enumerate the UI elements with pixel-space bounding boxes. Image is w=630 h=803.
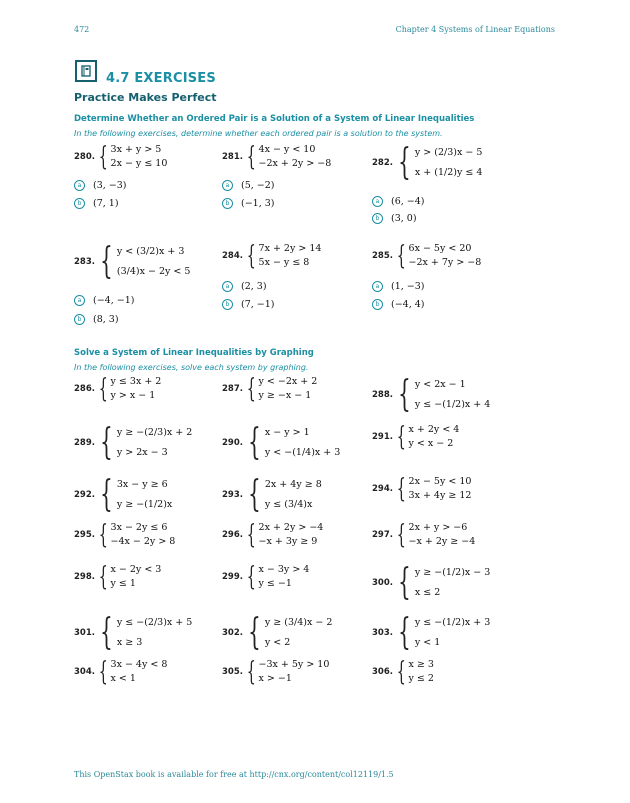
option-letter-icon: b <box>74 198 85 209</box>
system-brace: { <box>248 474 261 515</box>
option-letter-icon: a <box>222 281 233 292</box>
exercise-305 <box>222 658 329 686</box>
option-letter-icon: b <box>222 299 233 310</box>
inequality: 4x − y < 10 <box>258 144 316 155</box>
system-brace: { <box>396 520 406 550</box>
inequality: y < x − 2 <box>408 438 454 449</box>
answer-option <box>222 299 275 310</box>
system-brace: { <box>246 142 256 172</box>
section-title: 4.7 EXERCISES <box>106 71 216 86</box>
system-brace: { <box>398 562 411 603</box>
inequality: x + (1/2)y ≤ 4 <box>414 167 483 178</box>
system-brace: { <box>100 474 113 515</box>
exercise-285 <box>372 242 481 270</box>
exercise-302 <box>222 613 332 653</box>
inequality: y > (2/3)x − 5 <box>414 147 483 158</box>
exercise-number: 281. <box>222 152 243 162</box>
exercise-290 <box>222 423 340 463</box>
inequality: y ≤ −1 <box>258 578 292 589</box>
page-footer: This OpenStax book is available for free at http://cnx.org/content/col12119/1.5 <box>74 770 394 779</box>
system-brace: { <box>398 612 411 653</box>
inequality: y ≥ −(1/2)x − 3 <box>414 567 491 578</box>
option-value: (1, −3) <box>391 281 425 292</box>
inequality: 2x + 2y > −4 <box>258 522 324 533</box>
exercise-293 <box>222 475 322 515</box>
inequality: −x + 2y ≥ −4 <box>408 536 476 547</box>
exercise-number: 302. <box>222 628 243 638</box>
exercise-296 <box>222 521 323 549</box>
option-value: (2, 3) <box>241 281 267 292</box>
inequality: −x + 3y ≥ 9 <box>258 536 318 547</box>
inequality: x + 2y < 4 <box>408 424 460 435</box>
exercise-286 <box>74 375 161 403</box>
answer-option <box>74 180 127 191</box>
inequality: 7x + 2y > 14 <box>258 243 322 254</box>
inequality: 2x − y ≤ 10 <box>110 158 168 169</box>
system-brace: { <box>246 520 256 550</box>
exercise-287 <box>222 375 317 403</box>
system-brace: { <box>100 422 113 463</box>
exercise-number: 306. <box>372 667 393 677</box>
inequality: y ≥ −(2/3)x + 2 <box>116 427 193 438</box>
exercise-number: 303. <box>372 628 393 638</box>
exercise-284 <box>222 242 321 270</box>
objective-title-1: Determine Whether an Ordered Pair is a Solution of a System of Linear Inequalities <box>74 114 475 124</box>
objective-instructions-2: In the following exercises, solve each system by graphing. <box>74 363 309 372</box>
option-value: (5, −2) <box>241 180 275 191</box>
exercise-282 <box>372 143 482 183</box>
book-icon <box>75 60 97 82</box>
exercise-number: 305. <box>222 667 243 677</box>
inequality: −3x + 5y > 10 <box>258 659 330 670</box>
inequality: y < 2x − 1 <box>414 379 466 390</box>
inequality: x > −1 <box>258 673 292 684</box>
system-brace: { <box>248 422 261 463</box>
exercise-number: 292. <box>74 490 95 500</box>
objective-instructions-1: In the following exercises, determine whether each ordered pair is a solution to the system. <box>74 129 443 138</box>
inequality: y < −(1/4)x + 3 <box>264 447 341 458</box>
inequality: −4x − 2y > 8 <box>110 536 176 547</box>
option-letter-icon: b <box>74 314 85 325</box>
inequality: y < (3/2)x + 3 <box>116 246 185 257</box>
inequality: y > 2x − 3 <box>116 447 168 458</box>
system-brace: { <box>98 657 108 687</box>
exercise-281 <box>222 143 331 171</box>
exercise-303 <box>372 613 490 653</box>
inequality: y ≥ −(1/2)x <box>116 499 173 510</box>
option-value: (−4, 4) <box>391 299 425 310</box>
chapter-title: Chapter 4 Systems of Linear Equations <box>395 25 555 34</box>
answer-option <box>74 198 119 209</box>
system-brace: { <box>98 562 108 592</box>
inequality: (3/4)x − 2y < 5 <box>116 266 191 277</box>
inequality: y ≤ −(2/3)x + 5 <box>116 617 193 628</box>
inequality: x − y > 1 <box>264 427 310 438</box>
exercise-301 <box>74 613 192 653</box>
system-brace: { <box>246 374 256 404</box>
option-value: (−1, 3) <box>241 198 275 209</box>
exercise-number: 283. <box>74 257 95 267</box>
inequality: 2x + y > −6 <box>408 522 468 533</box>
exercise-number: 288. <box>372 390 393 400</box>
exercise-number: 286. <box>74 384 95 394</box>
inequality: y ≤ −(1/2)x + 3 <box>414 617 491 628</box>
system-brace: { <box>396 422 406 452</box>
inequality: y < 2 <box>264 637 291 648</box>
exercise-number: 282. <box>372 158 393 168</box>
exercise-280 <box>74 143 167 171</box>
option-value: (3, −3) <box>93 180 127 191</box>
inequality: x − 3y > 4 <box>258 564 310 575</box>
inequality: −2x + 2y > −8 <box>258 158 332 169</box>
exercise-283 <box>74 242 190 282</box>
system-brace: { <box>246 562 256 592</box>
option-letter-icon: b <box>372 213 383 224</box>
system-brace: { <box>398 374 411 415</box>
exercise-number: 287. <box>222 384 243 394</box>
exercise-299 <box>222 563 309 591</box>
objective-title-2: Solve a System of Linear Inequalities by Graphing <box>74 348 314 358</box>
exercise-number: 299. <box>222 572 243 582</box>
exercise-number: 293. <box>222 490 243 500</box>
exercise-number: 298. <box>74 572 95 582</box>
answer-option <box>372 281 425 292</box>
exercise-number: 294. <box>372 484 393 494</box>
exercise-number: 290. <box>222 438 243 448</box>
option-value: (−4, −1) <box>93 295 135 306</box>
system-brace: { <box>246 657 256 687</box>
exercise-292 <box>74 475 172 515</box>
inequality: y ≥ −x − 1 <box>258 390 312 401</box>
inequality: x < 1 <box>110 673 136 684</box>
exercise-289 <box>74 423 192 463</box>
option-value: (7, −1) <box>241 299 275 310</box>
inequality: y ≥ (3/4)x − 2 <box>264 617 333 628</box>
exercise-number: 300. <box>372 578 393 588</box>
system-brace: { <box>98 142 108 172</box>
exercise-297 <box>372 521 475 549</box>
option-letter-icon: a <box>222 180 233 191</box>
option-value: (8, 3) <box>93 314 119 325</box>
exercise-number: 285. <box>372 251 393 261</box>
exercise-number: 304. <box>74 667 95 677</box>
system-brace: { <box>248 612 261 653</box>
system-brace: { <box>100 612 113 653</box>
inequality: 3x + 4y ≥ 12 <box>408 490 472 501</box>
option-letter-icon: a <box>74 180 85 191</box>
option-letter-icon: b <box>222 198 233 209</box>
answer-option <box>222 281 267 292</box>
system-brace: { <box>100 241 113 282</box>
system-brace: { <box>396 657 406 687</box>
inequality: 3x + y > 5 <box>110 144 162 155</box>
answer-option <box>222 180 275 191</box>
answer-option <box>372 299 425 310</box>
exercise-304 <box>74 658 167 686</box>
system-brace: { <box>396 241 406 271</box>
exercise-number: 301. <box>74 628 95 638</box>
inequality: y > x − 1 <box>110 390 156 401</box>
option-value: (7, 1) <box>93 198 119 209</box>
option-letter-icon: b <box>372 299 383 310</box>
inequality: x ≥ 3 <box>116 637 143 648</box>
exercise-291 <box>372 423 459 451</box>
inequality: −2x + 7y > −8 <box>408 257 482 268</box>
exercise-number: 291. <box>372 432 393 442</box>
exercise-306 <box>372 658 434 686</box>
inequality: y < 1 <box>414 637 441 648</box>
section-subtitle: Practice Makes Perfect <box>74 91 217 104</box>
exercise-number: 289. <box>74 438 95 448</box>
exercise-295 <box>74 521 175 549</box>
inequality: x ≥ 3 <box>408 659 434 670</box>
system-brace: { <box>396 474 406 504</box>
inequality: y ≤ −(1/2)x + 4 <box>414 399 491 410</box>
answer-option <box>222 198 275 209</box>
exercise-288 <box>372 375 490 415</box>
inequality: y ≤ 2 <box>408 673 434 684</box>
system-brace: { <box>246 241 256 271</box>
inequality: y < −2x + 2 <box>258 376 318 387</box>
exercise-number: 280. <box>74 152 95 162</box>
inequality: x ≤ 2 <box>414 587 441 598</box>
inequality: x − 2y < 3 <box>110 564 162 575</box>
answer-option <box>74 295 134 306</box>
inequality: 3x − 2y ≤ 6 <box>110 522 168 533</box>
exercise-number: 295. <box>74 530 95 540</box>
option-letter-icon: a <box>74 295 85 306</box>
system-brace: { <box>98 520 108 550</box>
page-number: 472 <box>74 25 90 34</box>
inequality: 3x − 4y < 8 <box>110 659 168 670</box>
inequality: 2x + 4y ≥ 8 <box>264 479 322 490</box>
inequality: 6x − 5y < 20 <box>408 243 472 254</box>
option-letter-icon: a <box>372 281 383 292</box>
option-letter-icon: a <box>372 196 383 207</box>
inequality: 5x − y ≤ 8 <box>258 257 310 268</box>
inequality: y ≤ (3/4)x <box>264 499 313 510</box>
inequality: 2x − 5y < 10 <box>408 476 472 487</box>
system-brace: { <box>98 374 108 404</box>
answer-option <box>74 314 119 325</box>
answer-option <box>372 196 425 207</box>
answer-option <box>372 213 417 224</box>
inequality: y ≤ 3x + 2 <box>110 376 162 387</box>
exercise-number: 284. <box>222 251 243 261</box>
inequality: y ≤ 1 <box>110 578 136 589</box>
option-value: (6, −4) <box>391 196 425 207</box>
system-brace: { <box>398 142 411 183</box>
inequality: 3x − y ≥ 6 <box>116 479 168 490</box>
exercise-number: 297. <box>372 530 393 540</box>
exercise-number: 296. <box>222 530 243 540</box>
exercise-298 <box>74 563 161 591</box>
exercise-300 <box>372 563 490 603</box>
option-value: (3, 0) <box>391 213 417 224</box>
exercise-294 <box>372 475 471 503</box>
